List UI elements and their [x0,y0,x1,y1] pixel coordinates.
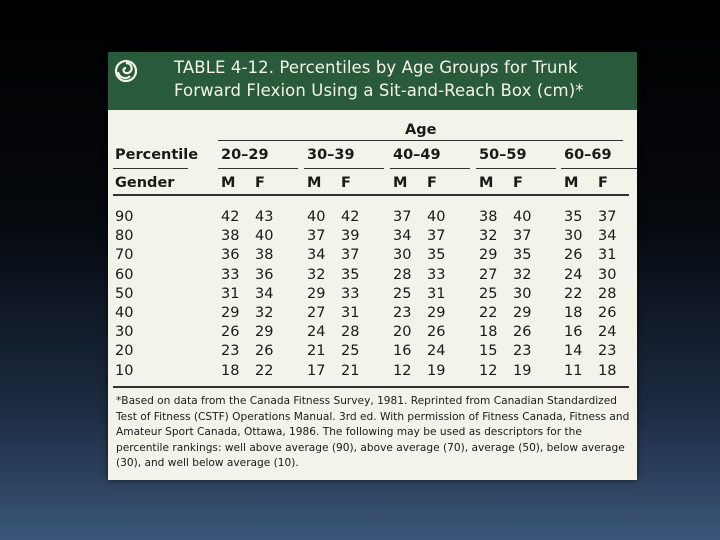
table-cell: 34 [393,228,412,245]
table-title-line-1: TABLE 4-12. Percentiles by Age Groups for Trunk [174,58,578,77]
table-cell: 21 [341,362,360,379]
header-bottom-rule [113,194,629,196]
table-cell: 30 [598,266,617,283]
table-cell: 26 [255,343,274,360]
percentile-value: 70 [115,247,134,264]
table-cell: 35 [513,247,532,264]
table-title-bar [108,52,637,110]
table-cell: 37 [307,228,326,245]
table-cell: 20 [393,324,412,341]
table-cell: 42 [221,209,240,225]
table-cell: 37 [513,228,532,245]
age-group-label: 50–59 [479,147,527,163]
age-group-label: 40–49 [393,147,441,163]
age-group-rule [561,168,637,169]
gender-label: M [564,175,579,191]
table-cell: 16 [393,343,412,360]
gender-label: M [221,175,236,191]
table-cell: 32 [307,266,326,283]
age-group-rule [476,168,556,169]
table-cell: 26 [427,324,446,341]
table-cell: 40 [307,209,326,225]
gender-header: Gender [115,175,175,191]
table-cell: 26 [598,305,617,321]
table-cell: 30 [564,228,583,245]
table-cell: 19 [427,362,446,379]
table-cell: 38 [479,209,498,225]
table-cell: 18 [479,324,498,341]
table-cell: 31 [221,285,240,302]
table-cell: 29 [479,247,498,264]
age-group-rule [218,168,298,169]
table-cell: 25 [393,285,412,302]
table-cell: 42 [341,209,360,225]
table-cell: 21 [307,343,326,360]
age-header: Age [405,122,437,138]
age-group-label: 60–69 [564,147,612,163]
table-cell: 36 [255,266,274,283]
table-cell: 35 [427,247,446,264]
percentile-value: 50 [115,285,134,302]
spiral-logo-icon [114,59,138,83]
table-cell: 28 [341,324,360,341]
table-cell: 37 [341,247,360,264]
table-cell: 38 [221,228,240,245]
gender-label: F [255,175,265,191]
table-cell: 37 [427,228,446,245]
table-cell: 23 [513,343,532,360]
table-cell: 14 [564,343,583,360]
percentile-value: 80 [115,228,134,245]
table-cell: 23 [393,305,412,321]
table-cell: 30 [393,247,412,264]
gender-label: M [393,175,408,191]
table-cell: 24 [307,324,326,341]
table-cell: 34 [255,285,274,302]
table-cell: 11 [564,362,583,379]
table-cell: 18 [564,305,583,321]
percentile-value: 90 [115,209,134,225]
table-cell: 43 [255,209,274,225]
age-group-label: 30–39 [307,147,355,163]
table-cell: 32 [479,228,498,245]
table-cell: 31 [341,305,360,321]
table-cell: 22 [564,285,583,302]
table-cell: 37 [393,209,412,225]
table-cell: 17 [307,362,326,379]
table-cell: 12 [479,362,498,379]
age-group-rule [304,168,384,169]
table-cell: 38 [255,247,274,264]
table-cell: 33 [427,266,446,283]
table-cell: 34 [598,228,617,245]
table-cell: 29 [221,305,240,321]
table-cell: 22 [255,362,274,379]
table-cell: 19 [513,362,532,379]
table-cell: 28 [598,285,617,302]
table-cell: 35 [341,266,360,283]
table-cell: 34 [307,247,326,264]
table-cell: 16 [564,324,583,341]
table-cell: 22 [479,305,498,321]
table-cell: 29 [255,324,274,341]
table-cell: 25 [479,285,498,302]
table-cell: 26 [221,324,240,341]
table-bottom-rule [113,386,629,388]
percentile-value: 10 [115,362,134,379]
table-cell: 25 [341,343,360,360]
table-cell: 37 [598,209,617,225]
table-cell: 32 [255,305,274,321]
table-cell: 40 [513,209,532,225]
table-cell: 40 [255,228,274,245]
table-cell: 40 [427,209,446,225]
age-group-label: 20–29 [221,147,269,163]
gender-label: F [598,175,608,191]
table-cell: 27 [479,266,498,283]
gender-label: F [427,175,437,191]
table-cell: 32 [513,266,532,283]
table-title-line-2: Forward Flexion Using a Sit-and-Reach Box (cm)* [174,81,584,100]
table-cell: 36 [221,247,240,264]
table-cell: 31 [598,247,617,264]
gender-label: M [479,175,494,191]
table-cell: 39 [341,228,360,245]
table-cell: 26 [564,247,583,264]
table-cell: 31 [427,285,446,302]
percentile-value: 20 [115,343,134,360]
percentile-value: 40 [115,305,134,321]
table-cell: 29 [513,305,532,321]
table-cell: 23 [598,343,617,360]
table-cell: 24 [427,343,446,360]
percentile-rule [113,168,188,169]
table-footnote: *Based on data from the Canada Fitness Survey, 1981. Reprinted from Canadian Standardized Test of Fitness (CSTF) Operations Manual. 3rd ed. With permission of Fitness Canada, Fitness and Amateur Sport Canada, Ottawa, 1986. The following may be used as descriptors for the percentile rankings: well above average (90), above average (70), average (50), below average (30), and well below average (10). [116,395,630,470]
table-cell: 26 [513,324,532,341]
age-rule [218,140,623,141]
percentile-value: 30 [115,324,134,341]
table-cell: 23 [221,343,240,360]
table-cell: 18 [598,362,617,379]
table-cell: 33 [341,285,360,302]
table-cell: 29 [427,305,446,321]
table-cell: 33 [221,266,240,283]
table-photo [108,52,637,480]
gender-label: M [307,175,322,191]
table-cell: 27 [307,305,326,321]
gender-label: F [513,175,523,191]
table-cell: 30 [513,285,532,302]
table-cell: 35 [564,209,583,225]
percentile-value: 60 [115,266,134,283]
table-cell: 29 [307,285,326,302]
table-cell: 24 [598,324,617,341]
table-cell: 28 [393,266,412,283]
table-cell: 18 [221,362,240,379]
table-cell: 24 [564,266,583,283]
age-group-rule [390,168,470,169]
table-cell: 12 [393,362,412,379]
table-cell: 15 [479,343,498,360]
percentile-header: Percentile [115,147,199,163]
gender-label: F [341,175,351,191]
